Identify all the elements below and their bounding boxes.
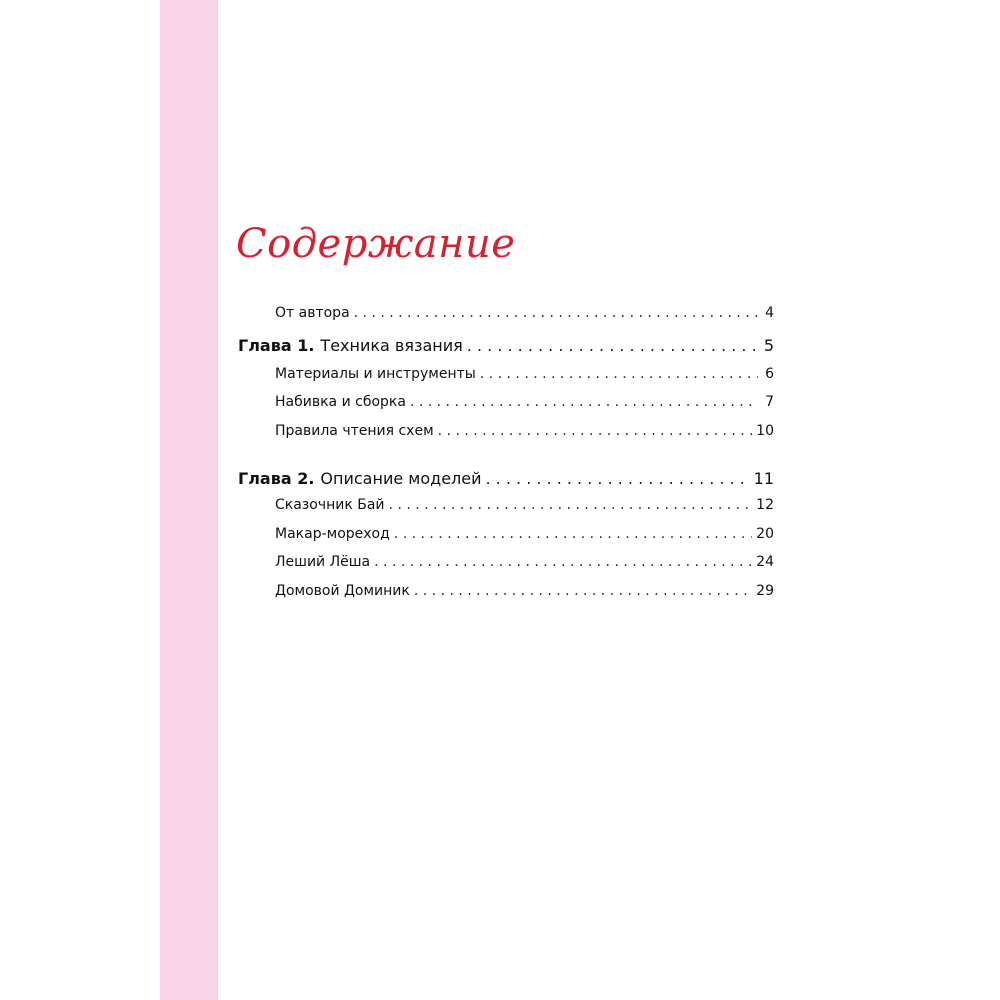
toc-page-number: 10	[756, 423, 774, 439]
toc-entry-label: Макар-мореход	[275, 526, 390, 542]
toc-entry-label: Леший Лёша	[275, 554, 371, 570]
dot-leader	[467, 336, 758, 355]
toc-entry-label: Сказочник Бай	[275, 497, 385, 513]
chapter-prefix: Глава 1.	[238, 336, 315, 355]
toc-entry-label: Домовой Доминик	[275, 583, 410, 599]
toc-entry-label: Набивка и сборка	[275, 394, 406, 410]
toc-page-number: 6	[765, 366, 774, 382]
toc-entry[interactable]	[238, 526, 774, 542]
chapter-title: Техника вязания	[320, 336, 463, 355]
dot-leader	[394, 526, 752, 542]
toc-page-number: 5	[763, 336, 774, 355]
toc-chapter-2[interactable]	[238, 469, 774, 488]
chapter-prefix: Глава 2.	[238, 469, 315, 488]
toc-entry-label: Правила чтения схем	[275, 423, 434, 439]
dot-leader	[410, 394, 758, 410]
toc-entry-label: От автора	[275, 305, 350, 321]
dot-leader	[389, 497, 753, 513]
dot-leader	[486, 469, 750, 488]
page-title: Содержание	[236, 221, 516, 267]
toc-page-number: 29	[756, 583, 774, 599]
dot-leader	[480, 366, 758, 382]
toc-entry[interactable]	[238, 497, 774, 513]
toc-page-number: 24	[756, 554, 774, 570]
toc-entry[interactable]	[238, 394, 774, 410]
chapter-title: Описание моделей	[320, 469, 482, 488]
toc-page-number: 7	[765, 394, 774, 410]
toc-page-number: 11	[753, 469, 774, 488]
decorative-side-band	[160, 0, 218, 1000]
toc-entry-intro[interactable]	[238, 305, 774, 321]
toc-page-number: 4	[765, 305, 774, 321]
toc-entry-label: Материалы и инструменты	[275, 366, 476, 382]
dot-leader	[374, 554, 752, 570]
toc-chapter-1[interactable]	[238, 336, 774, 355]
dot-leader	[438, 423, 753, 439]
dot-leader	[414, 583, 752, 599]
table-of-contents	[238, 0, 778, 1000]
toc-entry[interactable]	[238, 366, 774, 382]
toc-entry[interactable]	[238, 423, 774, 439]
toc-page-number: 12	[756, 497, 774, 513]
toc-entry[interactable]	[238, 554, 774, 570]
toc-page-number: 20	[756, 526, 774, 542]
toc-entry[interactable]	[238, 583, 774, 599]
dot-leader	[354, 305, 758, 321]
